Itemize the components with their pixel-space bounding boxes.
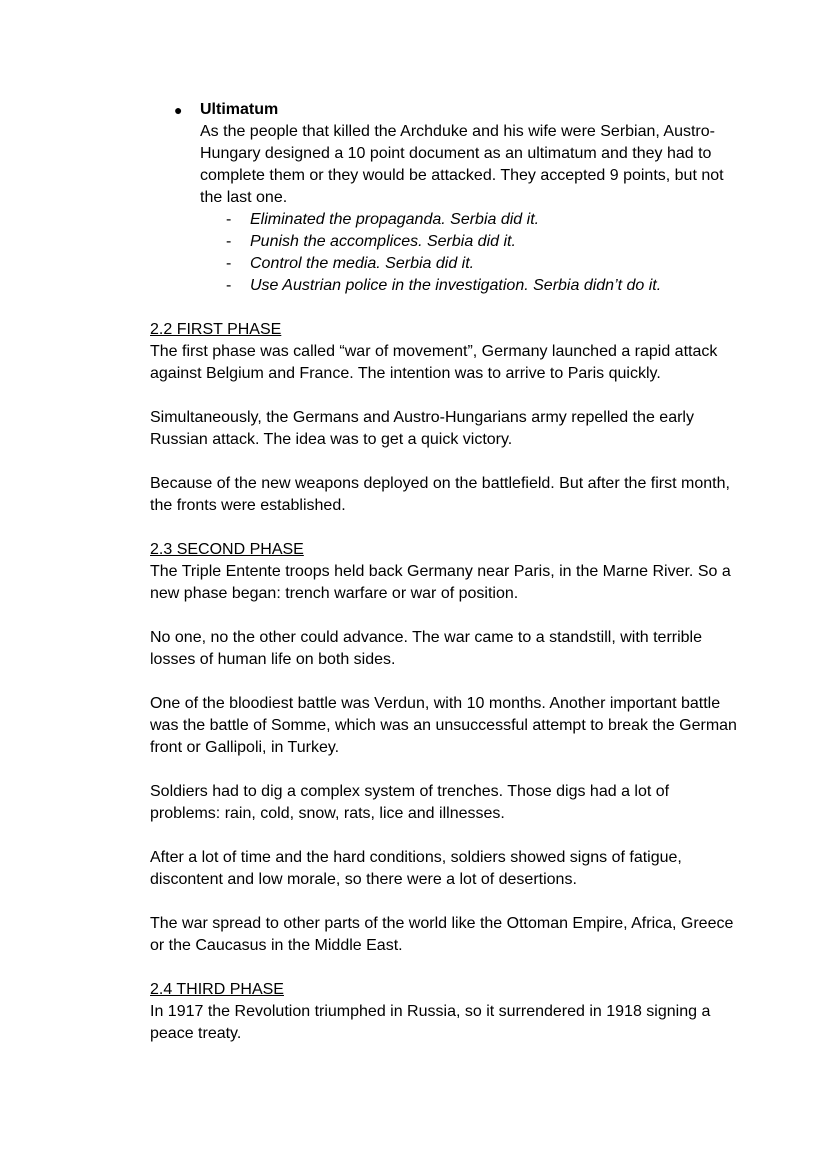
document-page (150, 99, 740, 1045)
dash-marker: - (226, 233, 232, 250)
ultimatum-points-list (200, 209, 740, 297)
paragraph: The first phase was called “war of movement”, Germany launched a rapid attack against Belgium and France. The intention was to arrive to Paris quickly. (150, 343, 718, 382)
ultimatum-point (200, 253, 740, 275)
dash-marker: - (226, 277, 232, 294)
paragraph: One of the bloodiest battle was Verdun, with 10 months. Another important battle was the battle of Somme, which was an unsuccessful attempt to break the German front or Gallipoli, in Turkey. (150, 695, 737, 756)
paragraph: The war spread to other parts of the world like the Ottoman Empire, Africa, Greece or the Caucasus in the Middle East. (150, 915, 734, 954)
dash-marker: - (226, 211, 232, 228)
ultimatum-point (200, 209, 740, 231)
paragraph: Because of the new weapons deployed on the battlefield. But after the first month, the fronts were established. (150, 475, 730, 514)
paragraph: The Triple Entente troops held back Germany near Paris, in the Marne River. So a new phase began: trench warfare or war of position. (150, 563, 731, 602)
ultimatum-point (200, 231, 740, 253)
paragraph: Simultaneously, the Germans and Austro-Hungarians army repelled the early Russian attack. The idea was to get a quick victory. (150, 409, 694, 448)
section-third-phase (150, 979, 740, 1045)
bullet-dot-icon: ● (174, 102, 183, 118)
ultimatum-text: As the people that killed the Archduke and his wife were Serbian, Austro-Hungary designed a 10 point document as an ultimatum and they had to complete them or they would be attacked. They accepted 9 points, but not the last one. (200, 123, 724, 206)
ultimatum-point-text: Eliminated the propaganda. Serbia did it. (250, 211, 540, 228)
ultimatum-point-text: Use Austrian police in the investigation. Serbia didn’t do it. (250, 277, 662, 294)
section-first-phase (150, 319, 740, 517)
ultimatum-point-text: Punish the accomplices. Serbia did it. (250, 233, 516, 250)
dash-marker: - (226, 255, 232, 272)
ultimatum-point (200, 275, 740, 297)
paragraph: No one, no the other could advance. The war came to a standstill, with terrible losses of human life on both sides. (150, 629, 703, 668)
section-second-phase (150, 539, 740, 957)
ultimatum-bullet (174, 99, 740, 297)
paragraph: After a lot of time and the hard conditions, soldiers showed signs of fatigue, discontent and low morale, so there were a lot of desertions. (150, 849, 682, 888)
section-heading: 2.4 THIRD PHASE (150, 981, 284, 998)
paragraph: In 1917 the Revolution triumphed in Russia, so it surrendered in 1918 signing a peace treaty. (150, 1003, 711, 1042)
section-heading: 2.3 SECOND PHASE (150, 541, 304, 558)
section-heading: 2.2 FIRST PHASE (150, 321, 282, 338)
paragraph: Soldiers had to dig a complex system of trenches. Those digs had a lot of problems: rain, cold, snow, rats, lice and illnesses. (150, 783, 670, 822)
ultimatum-point-text: Control the media. Serbia did it. (250, 255, 475, 272)
ultimatum-title: Ultimatum (200, 101, 279, 118)
